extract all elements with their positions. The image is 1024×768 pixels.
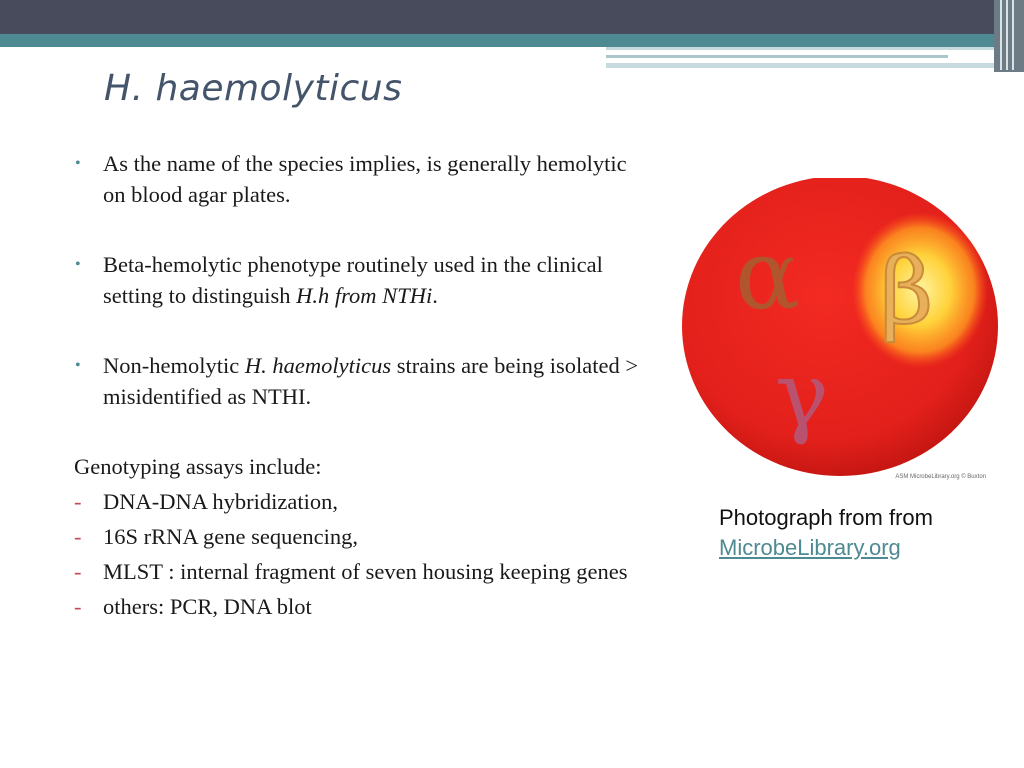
photo-caption <box>719 503 933 563</box>
list-item: - MLST : internal fragment of seven housing keeping genes <box>74 556 654 587</box>
alpha-streak: α <box>735 219 800 331</box>
corner-stripe <box>1012 0 1014 70</box>
bullet-item: • Beta-hemolytic phenotype routinely used in the clinical setting to distinguish H.h from NTHi. <box>74 249 654 311</box>
dash-mark: - <box>74 489 82 514</box>
bullet-mark: • <box>75 256 81 273</box>
accent-line <box>606 55 948 58</box>
accent-band <box>0 34 1024 47</box>
bullet-mark: • <box>75 155 81 172</box>
blood-agar-plate-photo <box>680 178 1002 484</box>
bullet-item: • As the name of the species implies, is generally hemolytic on blood agar plates. <box>74 148 654 210</box>
dash-mark: - <box>74 594 82 619</box>
gamma-streak: γ <box>775 343 829 448</box>
microbelibrary-link[interactable]: MicrobeLibrary.org <box>719 535 901 560</box>
corner-stripe <box>1006 0 1008 70</box>
photo-watermark: ASM MicrobeLibrary.org © Buxton <box>895 474 986 480</box>
slide-title: H. haemolyticus <box>104 68 403 109</box>
top-bar <box>0 0 1024 34</box>
bullet-mark: • <box>75 357 81 374</box>
dash-mark: - <box>74 524 82 549</box>
bullet-item: • Non-hemolytic H. haemolyticus strains are being isolated > misidentified as NTHI. <box>74 350 654 412</box>
caption-text: Photograph from from <box>719 505 933 530</box>
corner-stripe <box>1000 0 1002 70</box>
dash-mark: - <box>74 559 82 584</box>
accent-line <box>606 47 1006 50</box>
list-item: - 16S rRNA gene sequencing, <box>74 521 654 552</box>
list-item: - others: PCR, DNA blot <box>74 591 654 622</box>
corner-block <box>994 0 1024 72</box>
beta-streak: β <box>880 238 934 345</box>
slide-body <box>74 148 654 622</box>
genotyping-heading: Genotyping assays include: <box>74 454 322 479</box>
accent-line <box>606 63 1006 68</box>
list-item: - DNA-DNA hybridization, <box>74 486 654 517</box>
